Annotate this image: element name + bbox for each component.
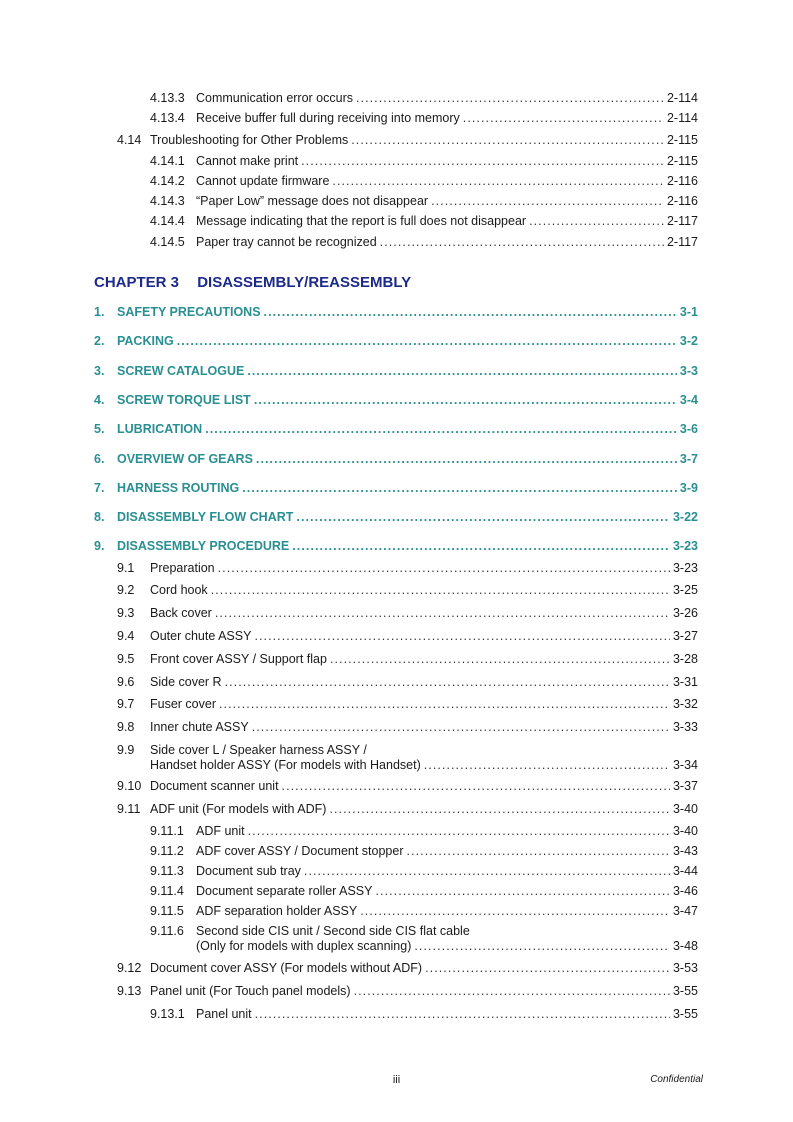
toc-entry-number: 4.14.3 bbox=[150, 194, 185, 208]
toc-entry-title: Panel unit (For Touch panel models) bbox=[150, 984, 351, 998]
toc-entry-page: 3-55 bbox=[672, 984, 698, 998]
dot-leader bbox=[254, 393, 677, 408]
toc-entry-page: 3-25 bbox=[672, 583, 698, 597]
toc-section-2[interactable] bbox=[94, 334, 698, 349]
toc-entry-9-5[interactable] bbox=[117, 652, 698, 667]
dot-leader bbox=[529, 214, 664, 229]
toc-entry-title-line1: Side cover L / Speaker harness ASSY / bbox=[150, 743, 367, 757]
toc-entry-number: 9.11.2 bbox=[150, 844, 184, 858]
dot-leader bbox=[248, 824, 670, 839]
dot-leader bbox=[414, 939, 670, 954]
toc-section-page: 3-2 bbox=[679, 334, 698, 348]
toc-entry-title-line2: (Only for models with duplex scanning) bbox=[196, 939, 412, 953]
toc-entry-number: 9.12 bbox=[117, 961, 142, 975]
confidential-label: Confidential bbox=[650, 1074, 703, 1085]
toc-entry-number: 9.2 bbox=[117, 583, 135, 597]
toc-entry-title: ADF unit (For models with ADF) bbox=[150, 802, 327, 816]
toc-section-page: 3-6 bbox=[679, 422, 698, 436]
toc-entry-title: Cord hook bbox=[150, 583, 208, 597]
dot-leader bbox=[424, 758, 670, 773]
toc-entry-title: Receive buffer full during receiving into memory bbox=[196, 111, 460, 125]
toc-entry-number: 9.11.6 bbox=[150, 924, 184, 938]
toc-entry-number: 9.8 bbox=[117, 720, 135, 734]
toc-entry-number: 4.14 bbox=[117, 133, 142, 147]
toc-entry-title: Panel unit bbox=[196, 1007, 252, 1021]
toc-section-6[interactable] bbox=[94, 452, 698, 467]
toc-entry-page: 2-115 bbox=[666, 133, 698, 147]
dot-leader bbox=[205, 422, 677, 437]
dot-leader bbox=[351, 133, 664, 148]
toc-entry-page: 3-53 bbox=[672, 961, 698, 975]
toc-section-number: 6. bbox=[94, 452, 105, 466]
toc-section-title: DISASSEMBLY FLOW CHART bbox=[117, 510, 294, 524]
toc-section-number: 4. bbox=[94, 393, 105, 407]
toc-section-page: 3-4 bbox=[679, 393, 698, 407]
dot-leader bbox=[242, 481, 677, 496]
dot-leader bbox=[211, 583, 670, 598]
toc-entry-title: ADF separation holder ASSY bbox=[196, 904, 358, 918]
toc-section-title: DISASSEMBLY PROCEDURE bbox=[117, 539, 290, 553]
toc-entry-page: 2-117 bbox=[666, 235, 698, 249]
toc-entry-9-11-6[interactable] bbox=[150, 924, 698, 954]
dot-leader bbox=[330, 652, 670, 667]
toc-section-number: 3. bbox=[94, 364, 105, 378]
dot-leader bbox=[301, 154, 664, 169]
toc-section-title: HARNESS ROUTING bbox=[117, 481, 240, 495]
toc-entry-number: 9.11.5 bbox=[150, 904, 184, 918]
dot-leader bbox=[177, 334, 677, 349]
toc-entry-title: Troubleshooting for Other Problems bbox=[150, 133, 349, 147]
toc-entry-title: Message indicating that the report is full does not disappear bbox=[196, 214, 527, 228]
toc-entry-title: Inner chute ASSY bbox=[150, 720, 249, 734]
toc-entry-9-7[interactable] bbox=[117, 697, 698, 712]
toc-section-title: PACKING bbox=[117, 334, 174, 348]
toc-entry-number: 4.14.1 bbox=[150, 154, 185, 168]
toc-entry-4-14[interactable] bbox=[117, 133, 698, 148]
toc-section-page: 3-7 bbox=[679, 452, 698, 466]
toc-section-page: 3-22 bbox=[672, 510, 698, 524]
toc-section-9[interactable] bbox=[94, 539, 698, 554]
chapter-label: CHAPTER 3 bbox=[94, 274, 180, 291]
dot-leader bbox=[215, 606, 670, 621]
dot-leader bbox=[252, 720, 670, 735]
dot-leader bbox=[463, 111, 664, 126]
toc-entry-title: Fuser cover bbox=[150, 697, 216, 711]
toc-entry-title: Preparation bbox=[150, 561, 215, 575]
dot-leader bbox=[407, 844, 670, 859]
toc-entry-title: Document cover ASSY (For models without ADF) bbox=[150, 961, 423, 975]
toc-entry-number: 9.3 bbox=[117, 606, 135, 620]
toc-entry-9-12[interactable] bbox=[117, 961, 698, 976]
dot-leader bbox=[282, 779, 670, 794]
toc-entry-page: 2-115 bbox=[666, 154, 698, 168]
toc-section-3[interactable] bbox=[94, 364, 698, 379]
dot-leader bbox=[380, 235, 664, 250]
toc-entry-title: Paper tray cannot be recognized bbox=[196, 235, 377, 249]
toc-entry-9-2[interactable] bbox=[117, 583, 698, 598]
toc-entry-page: 3-46 bbox=[672, 884, 698, 898]
toc-entry-number: 4.14.4 bbox=[150, 214, 185, 228]
toc-entry-number: 4.13.3 bbox=[150, 91, 185, 105]
toc-entry-number: 9.13.1 bbox=[150, 1007, 185, 1021]
toc-entry-number: 9.11.4 bbox=[150, 884, 184, 898]
toc-entry-9-11-5[interactable] bbox=[150, 904, 698, 919]
toc-entry-9-13[interactable] bbox=[117, 984, 698, 999]
dot-leader bbox=[296, 510, 670, 525]
toc-entry-title: Document scanner unit bbox=[150, 779, 279, 793]
toc-entry-page: 3-34 bbox=[672, 758, 698, 772]
dot-leader bbox=[375, 884, 669, 899]
toc-entry-title: ADF cover ASSY / Document stopper bbox=[196, 844, 404, 858]
toc-entry-page: 3-47 bbox=[672, 904, 698, 918]
toc-entry-9-11-3[interactable] bbox=[150, 864, 698, 879]
toc-entry-number: 9.6 bbox=[117, 675, 135, 689]
toc-entry-4-13-3[interactable] bbox=[150, 91, 698, 106]
toc-section-page: 3-23 bbox=[672, 539, 698, 553]
toc-section-page: 3-3 bbox=[679, 364, 698, 378]
toc-entry-9-9[interactable] bbox=[117, 743, 698, 773]
toc-entry-number: 9.9 bbox=[117, 743, 135, 757]
toc-entry-4-14-3[interactable] bbox=[150, 194, 698, 209]
toc-entry-page: 3-55 bbox=[672, 1007, 698, 1021]
page-number: iii bbox=[392, 1074, 401, 1086]
toc-entry-title: Cannot update firmware bbox=[196, 174, 330, 188]
dot-leader bbox=[218, 561, 670, 576]
dot-leader bbox=[332, 174, 664, 189]
toc-section-number: 8. bbox=[94, 510, 105, 524]
toc-entry-title: Side cover R bbox=[150, 675, 222, 689]
toc-entry-9-13-1[interactable] bbox=[150, 1007, 698, 1022]
toc-entry-4-14-4[interactable] bbox=[150, 214, 698, 229]
chapter-heading bbox=[94, 274, 411, 291]
toc-entry-title: Back cover bbox=[150, 606, 212, 620]
toc-section-number: 5. bbox=[94, 422, 105, 436]
toc-section-4[interactable] bbox=[94, 393, 698, 408]
dot-leader bbox=[292, 539, 670, 554]
toc-entry-title: ADF unit bbox=[196, 824, 245, 838]
toc-entry-number: 9.5 bbox=[117, 652, 135, 666]
toc-entry-title: Front cover ASSY / Support flap bbox=[150, 652, 327, 666]
toc-entry-page: 2-116 bbox=[666, 194, 698, 208]
toc-entry-4-13-4[interactable] bbox=[150, 111, 698, 126]
toc-entry-page: 3-31 bbox=[672, 675, 698, 689]
toc-entry-9-8[interactable] bbox=[117, 720, 698, 735]
toc-entry-number: 9.1 bbox=[117, 561, 135, 575]
toc-entry-title: Communication error occurs bbox=[196, 91, 353, 105]
toc-entry-9-3[interactable] bbox=[117, 606, 698, 621]
toc-entry-title: “Paper Low” message does not disappear bbox=[196, 194, 429, 208]
toc-entry-number: 9.11.3 bbox=[150, 864, 184, 878]
dot-leader bbox=[425, 961, 670, 976]
toc-entry-page: 3-43 bbox=[672, 844, 698, 858]
toc-section-number: 1. bbox=[94, 305, 105, 319]
toc-section-7[interactable] bbox=[94, 481, 698, 496]
toc-entry-page: 3-48 bbox=[672, 939, 698, 953]
dot-leader bbox=[354, 984, 670, 999]
toc-entry-9-11-1[interactable] bbox=[150, 824, 698, 839]
toc-entry-page: 2-114 bbox=[666, 111, 698, 125]
toc-entry-number: 9.11 bbox=[117, 802, 141, 816]
toc-entry-4-14-5[interactable] bbox=[150, 235, 698, 250]
toc-entry-page: 3-40 bbox=[672, 802, 698, 816]
dot-leader bbox=[329, 802, 670, 817]
toc-entry-9-11-4[interactable] bbox=[150, 884, 698, 899]
toc-section-title: LUBRICATION bbox=[117, 422, 203, 436]
toc-entry-page: 3-23 bbox=[672, 561, 698, 575]
dot-leader bbox=[431, 194, 664, 209]
dot-leader bbox=[256, 452, 677, 467]
toc-entry-page: 3-37 bbox=[672, 779, 698, 793]
toc-entry-page: 3-26 bbox=[672, 606, 698, 620]
toc-entry-page: 3-32 bbox=[672, 697, 698, 711]
toc-entry-9-1[interactable] bbox=[117, 561, 698, 576]
dot-leader bbox=[255, 1007, 670, 1022]
toc-entry-4-14-2[interactable] bbox=[150, 174, 698, 189]
toc-entry-number: 9.10 bbox=[117, 779, 142, 793]
toc-entry-title-line1: Second side CIS unit / Second side CIS flat cable bbox=[196, 924, 470, 938]
dot-leader bbox=[360, 904, 670, 919]
toc-entry-page: 3-28 bbox=[672, 652, 698, 666]
toc-section-page: 3-1 bbox=[679, 305, 698, 319]
toc-entry-9-6[interactable] bbox=[117, 675, 698, 690]
dot-leader bbox=[304, 864, 670, 879]
toc-entry-9-11-2[interactable] bbox=[150, 844, 698, 859]
toc-entry-number: 9.7 bbox=[117, 697, 135, 711]
toc-section-title: SCREW CATALOGUE bbox=[117, 364, 245, 378]
dot-leader bbox=[219, 697, 670, 712]
toc-entry-title: Document separate roller ASSY bbox=[196, 884, 373, 898]
toc-entry-number: 4.14.5 bbox=[150, 235, 185, 249]
toc-entry-number: 9.11.1 bbox=[150, 824, 184, 838]
toc-section-number: 7. bbox=[94, 481, 105, 495]
toc-entry-page: 3-44 bbox=[672, 864, 698, 878]
toc-section-8[interactable] bbox=[94, 510, 698, 525]
toc-entry-4-14-1[interactable] bbox=[150, 154, 698, 169]
toc-section-5[interactable] bbox=[94, 422, 698, 437]
toc-section-title: OVERVIEW OF GEARS bbox=[117, 452, 253, 466]
toc-entry-page: 2-117 bbox=[666, 214, 698, 228]
toc-entry-title: Outer chute ASSY bbox=[150, 629, 252, 643]
toc-entry-page: 3-33 bbox=[672, 720, 698, 734]
dot-leader bbox=[264, 305, 677, 320]
toc-entry-title: Cannot make print bbox=[196, 154, 299, 168]
toc-entry-page: 2-114 bbox=[666, 91, 698, 105]
toc-section-page: 3-9 bbox=[679, 481, 698, 495]
toc-entry-number: 9.13 bbox=[117, 984, 142, 998]
toc-entry-number: 9.4 bbox=[117, 629, 135, 643]
toc-entry-page: 2-116 bbox=[666, 174, 698, 188]
dot-leader bbox=[254, 629, 670, 644]
toc-section-title: SAFETY PRECAUTIONS bbox=[117, 305, 261, 319]
toc-section-1[interactable] bbox=[94, 305, 698, 320]
toc-entry-title: Document sub tray bbox=[196, 864, 301, 878]
toc-entry-title-line2: Handset holder ASSY (For models with Handset) bbox=[150, 758, 421, 772]
toc-entry-page: 3-27 bbox=[672, 629, 698, 643]
dot-leader bbox=[225, 675, 670, 690]
toc-entry-9-11[interactable] bbox=[117, 802, 698, 817]
chapter-title: DISASSEMBLY/REASSEMBLY bbox=[197, 274, 412, 291]
toc-section-number: 9. bbox=[94, 539, 105, 553]
toc-entry-9-10[interactable] bbox=[117, 779, 698, 794]
dot-leader bbox=[356, 91, 664, 106]
toc-section-title: SCREW TORQUE LIST bbox=[117, 393, 251, 407]
toc-entry-number: 4.14.2 bbox=[150, 174, 185, 188]
toc-entry-page: 3-40 bbox=[672, 824, 698, 838]
dot-leader bbox=[247, 364, 677, 379]
toc-entry-number: 4.13.4 bbox=[150, 111, 185, 125]
toc-entry-9-4[interactable] bbox=[117, 629, 698, 644]
toc-section-number: 2. bbox=[94, 334, 105, 348]
